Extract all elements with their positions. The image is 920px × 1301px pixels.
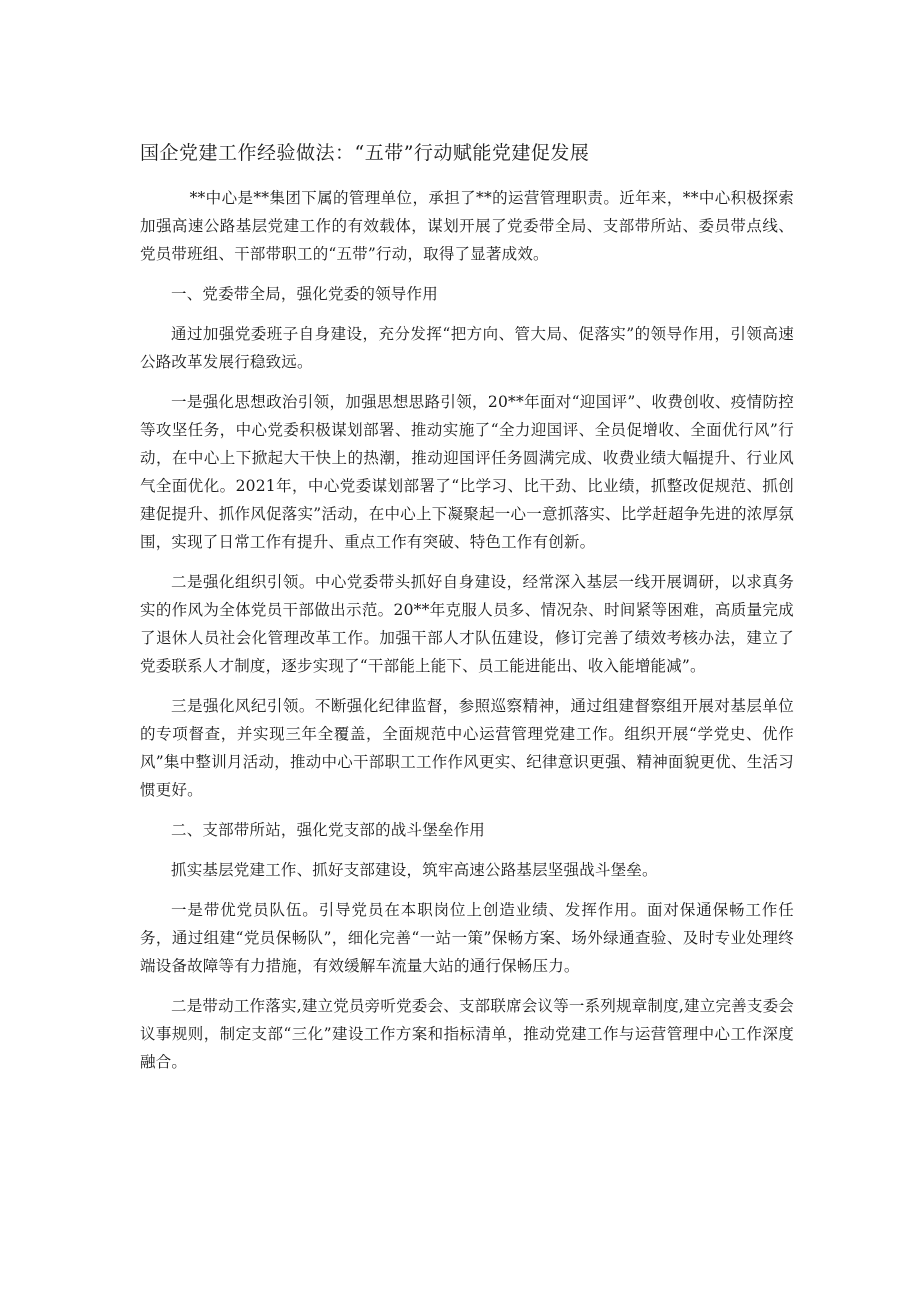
section-heading-1: 一、党委带全局，强化党委的领导作用: [171, 285, 438, 303]
document-page: [140, 140, 794, 1088]
section2-paragraph-2: 二是带动工作落实,建立党员旁听党委会、支部联席会议等一系列规章制度,建立完善支委会议事规则，制定支部“三化”建设工作方案和指标清单，推动党建工作与运营管理中心工作深度融合。: [140, 997, 794, 1071]
section1-paragraph-3: 三是强化风纪引领。不断强化纪律监督，参照巡察精神，通过组建督察组开展对基层单位的专项督查，并实现三年全覆盖，全面规范中心运营管理党建工作。组织开展“学党史、优作风”集中整训月活动，推动中心干部职工工作作风更实、纪律意识更强、精神面貌更优、生活习惯更好。: [140, 697, 794, 799]
section1-paragraph-1: 一是强化思想政治引领，加强思想思路引领，20**年面对“迎国评”、收费创收、疫情防控等攻坚任务，中心党委积极谋划部署、推动实施了“全力迎国评、全员促增收、全面优行风”行动，在中心上下掀起大干快上的热潮，推动迎国评任务圆满完成、收费业绩大幅提升、行业风气全面优化。2021年，中心党委谋划部署了“比学习、比干劲、比业绩，抓整改促规范、抓创建促提升、抓作风促落实”活动，在中心上下凝聚起一心一意抓落实、比学赶超争先进的浓厚氛围，实现了日常工作有提升、重点工作有突破、特色工作有创新。: [140, 393, 794, 551]
section2-lead-paragraph: 抓实基层党建工作、抓好支部建设，筑牢高速公路基层坚强战斗堡垒。: [171, 861, 658, 879]
intro-paragraph: **中心是**集团下属的管理单位，承担了**的运营管理职责。近年来，**中心积极探索加强高速公路基层党建工作的有效载体，谋划开展了党委带全局、支部带所站、委员带点线、党员带班组、干部带职工的“五带”行动，取得了显著成效。: [140, 189, 794, 263]
document-title: 国企党建工作经验做法：“五带”行动赋能党建促发展: [140, 142, 590, 164]
section2-paragraph-1: 一是带优党员队伍。引导党员在本职岗位上创造业绩、发挥作用。面对保通保畅工作任务，通过组建“党员保畅队”，细化完善“一站一策”保畅方案、场外绿通查验、及时专业处理终端设备故障等有力措施，有效缓解车流量大站的通行保畅压力。: [140, 901, 794, 975]
section-heading-2: 二、支部带所站，强化党支部的战斗堡垒作用: [171, 821, 486, 839]
section1-lead-paragraph: 通过加强党委班子自身建设，充分发挥“把方向、管大局、促落实”的领导作用，引领高速公路改革发展行稳致远。: [140, 325, 794, 371]
section1-paragraph-2: 二是强化组织引领。中心党委带头抓好自身建设，经常深入基层一线开展调研，以求真务实的作风为全体党员干部做出示范。20**年克服人员多、情况杂、时间紧等困难，高质量完成了退休人员社会化管理改革工作。加强干部人才队伍建设，修订完善了绩效考核办法，建立了党委联系人才制度，逐步实现了“干部能上能下、员工能进能出、收入能增能减”。: [140, 573, 794, 675]
